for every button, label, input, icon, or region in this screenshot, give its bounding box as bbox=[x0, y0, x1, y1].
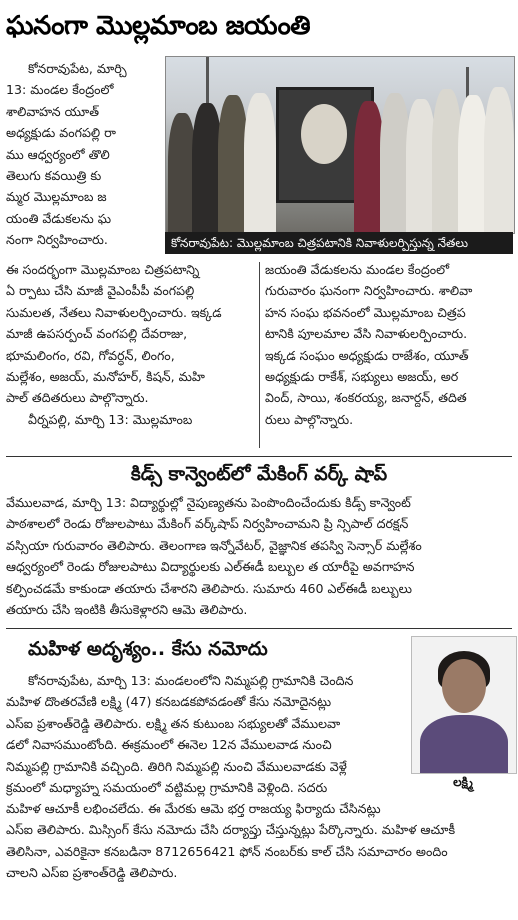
body-line: అధ్యక్షుడు రాకేశ్, సభ్యులు అజయ్, అర bbox=[265, 369, 459, 385]
intro-line: యంతి వేడుకలను ఘ bbox=[6, 210, 112, 226]
body-line: క్రమంలో మధ్యాహ్న సమయంలో వట్టిమల్ల గ్రామానికి వెళ్లింది. సదరు bbox=[6, 780, 328, 796]
missing-woman-photo bbox=[411, 636, 517, 774]
article3-full-body bbox=[6, 798, 512, 916]
body-line: పాఠశాలలో రెండు రోజులపాటు మేకింగ్ వర్క్‌షాప్ నిర్వహించామని ప్రి న్సిపాల్ దరక్షన్ bbox=[6, 516, 409, 532]
intro-line: శాలివాహన యూత్ bbox=[6, 103, 100, 119]
article2-headline: కిడ్స్ కాన్వెంట్‌లో మేకింగ్ వర్క్ షాప్ bbox=[130, 463, 388, 485]
body-line: ఏ ర్పాటు చేసి మాజీ వైఎంపీపీ వంగపల్లి bbox=[6, 283, 195, 299]
body-line: వస్సియా గురువారం తెలిపారు. తెలంగాణ ఇన్నోవేటర్, వైజ్ఞానిక తపస్వి సెన్సార్ మల్లేశం bbox=[6, 537, 422, 553]
article1-right-column bbox=[265, 259, 513, 454]
body-line: తయారు చేసి ఇంటికి తీసుకెళ్లారని ఆమె తెలిపారు. bbox=[6, 602, 248, 618]
body-line: రులు పాల్గొన్నారు. bbox=[265, 411, 354, 427]
body-line: డలో నివాసముంటోంది. ఈక్రమంలో ఈనెల 12న వేములవాడ నుంచి bbox=[6, 737, 332, 753]
body-line: జయంతి వేడుకలను మండల కేంద్రంలో bbox=[265, 262, 450, 277]
body-line: మహిళ ఆచూకీ లభించలేదు. ఈ మేరకు ఆమె భర్త రాజయ్య ఫిర్యాదు చేసినట్లు bbox=[6, 801, 381, 816]
photo-caption: కోనరావుపేట: మొల్లమాంబ చిత్రపటానికి నివాళులర్పిస్తున్న నేతలు bbox=[165, 232, 513, 254]
body-line: ఎస్ఐ తెలిపారు. మిస్సింగ్ కేసు నమోదు చేసి దర్యాప్తు చేస్తున్నట్లు పేర్కొన్నారు. మహిళ ఆచూకీ bbox=[6, 822, 456, 838]
column-divider bbox=[259, 262, 260, 448]
body-line: మాజీ ఉపసర్పంచ్ వంగపల్లి దేవరాజు, bbox=[6, 326, 188, 342]
body-line: భూమలింగం, రవి, గోవర్ధన్, లింగం, bbox=[6, 347, 175, 363]
body-line: ఈ సందర్భంగా మొల్లమాంబ చిత్రపటాన్ని bbox=[6, 262, 200, 277]
photo-name-label: లక్ష్మి bbox=[453, 775, 473, 789]
intro-line: అధ్యక్షుడు వంగపల్లి రా bbox=[6, 125, 116, 141]
article1-intro-column bbox=[6, 58, 162, 256]
intro-line: 13: మండల కేంద్రంలో bbox=[6, 82, 114, 98]
article1-left-column bbox=[6, 259, 254, 454]
body-line: ఎస్ఐ ప్రశాంత్‌రెడ్డి తెలిపారు. లక్ష్మి తన కుటుంబ సభ్యులతో వేములవా bbox=[6, 715, 341, 731]
body-line: మహిళ దొంతరవేణి లక్ష్మి (47) కనబడకపోవడంతో కేసు నమోదైనట్లు bbox=[6, 694, 332, 710]
article-separator bbox=[6, 628, 512, 629]
body-line: కల్పించడమే కాకుండా తయారు చేశారని తెలిపారు. సుమారు 460 ఎల్‌ఈడీ బల్బులు bbox=[6, 580, 412, 596]
body-line: హన సంఘ భవనంలో మొల్లమాంబ చిత్రప bbox=[265, 304, 466, 320]
article-separator bbox=[6, 456, 512, 457]
body-line: మల్లేశం, అజయ్, మనోహర్, కిషన్, మహి bbox=[6, 369, 205, 385]
intro-line: తెలుగు కవయిత్రి కు bbox=[6, 168, 102, 184]
intro-line: కోనరావుపేట, మార్చి bbox=[28, 61, 127, 76]
body-line: పాల్ తదితరులు పాల్గొన్నారు. bbox=[6, 390, 149, 406]
event-photo bbox=[165, 56, 515, 234]
intro-line: ము ఆధ్వర్యంలో తొలి bbox=[6, 146, 110, 162]
body-line: తెలిసినా, ఎవరికైనా కనబడినా 8712656421 ఫోన్ నంబర్‌కు కాల్ చేసి సమాచారం అందిం bbox=[6, 843, 448, 859]
body-line: చాలని ఎస్ఐ ప్రశాంత్‌రెడ్డి తెలిపారు. bbox=[6, 865, 178, 881]
intro-line: మ్మర మొల్లమాంబ జ bbox=[6, 189, 107, 205]
body-line: వింద్, సాయి, శంకరయ్య, జనార్దన్, తదిత bbox=[265, 390, 467, 406]
body-line: కోనరావుపేట, మార్చి 13: మండలంలోని నిమ్మపల్లి గ్రామానికి చెందిన bbox=[28, 673, 354, 688]
body-line: టానికి పూలమాల వేసి నివాళులర్పించారు. bbox=[265, 326, 468, 342]
article3-wrap-body bbox=[6, 670, 406, 802]
body-line: వేములవాడ, మార్చి 13: విద్యార్థుల్లో నైపుణ్యతను పెంపొందించేందుకు కిడ్స్ కాన్వెంట్ bbox=[6, 495, 411, 510]
body-line: వీర్నపల్లి, మార్చి 13: మొల్లమాంబ bbox=[28, 411, 193, 427]
body-line: సుమలత, నేతలు నివాళులర్పించారు. ఇక్కడ bbox=[6, 304, 222, 320]
article3-headline: మహిళ అదృశ్యం.. కేసు నమోదు bbox=[28, 638, 268, 660]
body-line: గురువారం ఘనంగా నిర్వహించారు. శాలివా bbox=[265, 283, 473, 299]
article2-body bbox=[6, 492, 512, 624]
body-line: ఇక్కడ సంఘం అధ్యక్షుడు రాజేశం, యూత్ bbox=[265, 347, 469, 363]
body-line: నిమ్మపల్లి గ్రామానికి వచ్చింది. తిరిగి నిమ్మపల్లి నుంచి వేములవాడకు వెళ్లే bbox=[6, 758, 347, 774]
article1-headline: ఘనంగా మొల్లమాంబ జయంతి bbox=[6, 11, 311, 41]
intro-line: నంగా నిర్వహించారు. bbox=[6, 232, 108, 248]
body-line: ఆధ్వర్యంలో రెండు రోజులపాటు విద్యార్థులకు ఎల్‌ఈడీ బల్బుల త యారీపై అవగాహన bbox=[6, 559, 415, 575]
